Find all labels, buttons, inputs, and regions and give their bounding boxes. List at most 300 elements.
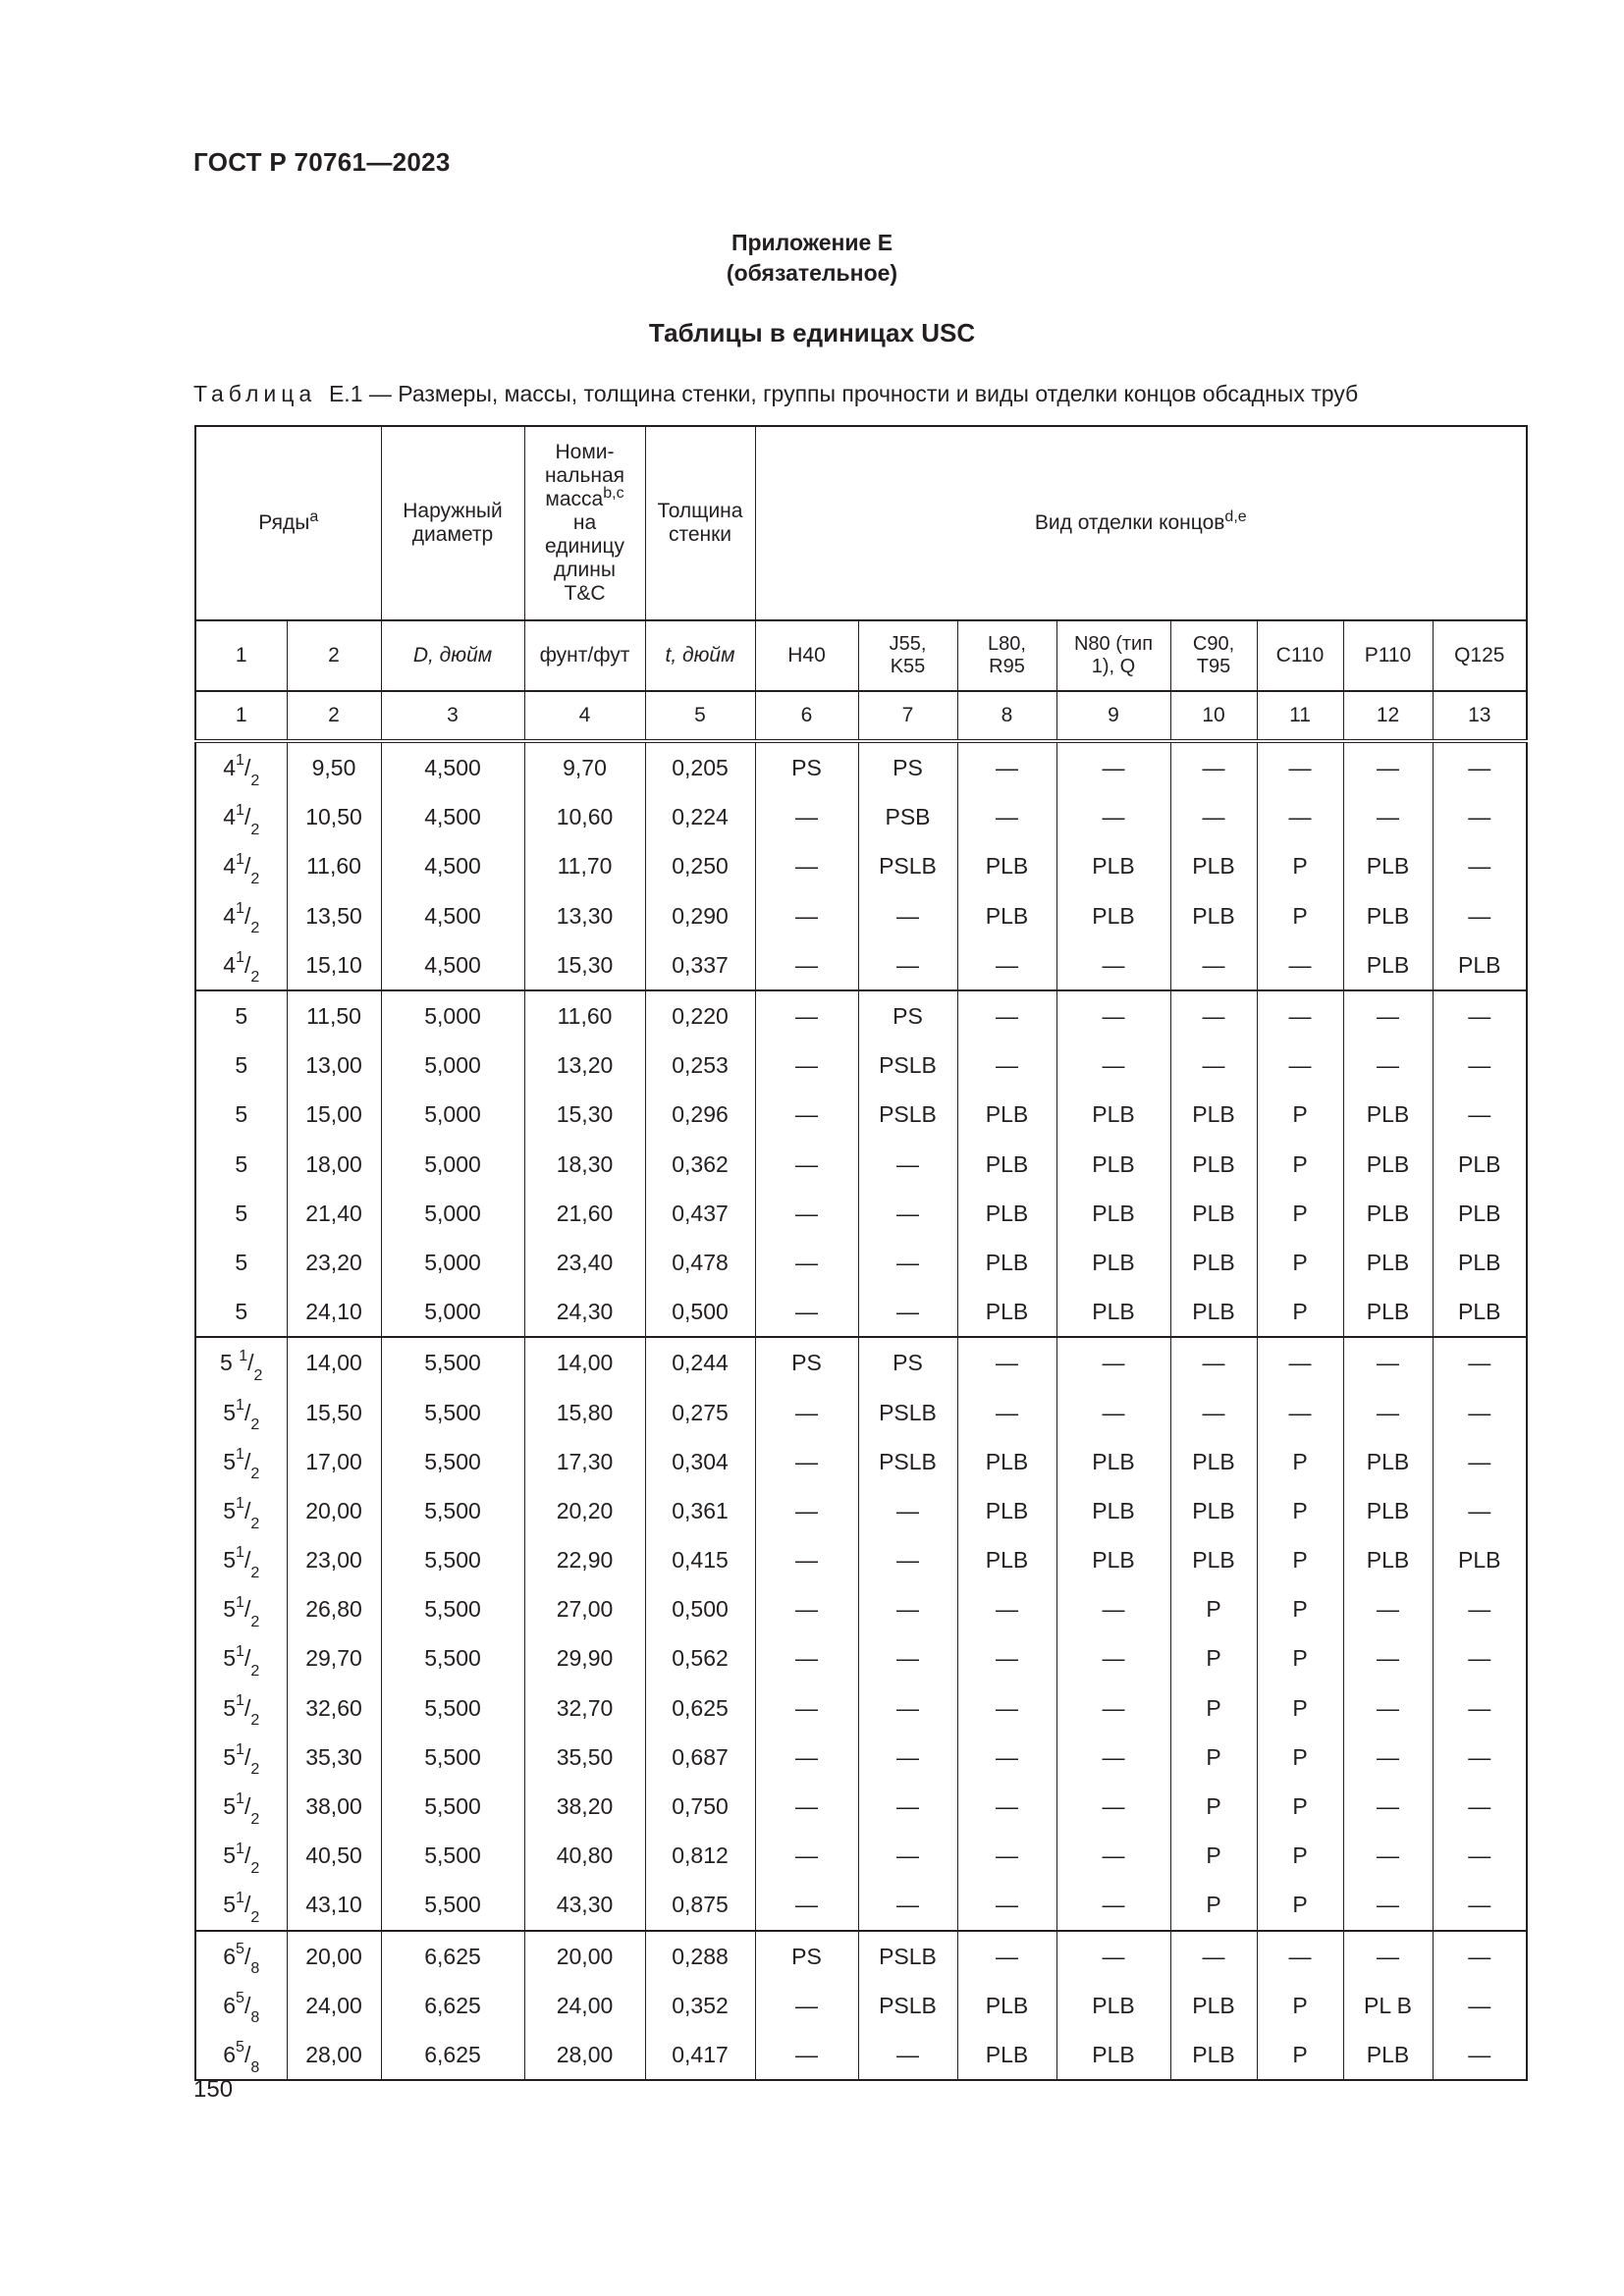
series-2-cell: 35,30 bbox=[287, 1733, 381, 1782]
end-finish-cell: — bbox=[1433, 1437, 1527, 1486]
end-finish-cell: — bbox=[1056, 990, 1170, 1041]
end-finish-cell: PLB bbox=[1170, 841, 1257, 890]
end-finish-cell: — bbox=[957, 741, 1056, 792]
table-row bbox=[195, 1090, 1527, 1139]
end-finish-cell: — bbox=[1056, 940, 1170, 990]
series-1-cell: 5 bbox=[195, 1189, 287, 1238]
end-finish-cell: PL B bbox=[1343, 1981, 1433, 2030]
end-finish-cell: — bbox=[1433, 1733, 1527, 1782]
end-finish-cell: — bbox=[1433, 1981, 1527, 2030]
end-finish-cell: — bbox=[957, 1633, 1056, 1682]
end-finish-cell: — bbox=[858, 2030, 957, 2080]
series-1-cell: $5^1/_2$ bbox=[195, 1584, 287, 1633]
table-row bbox=[195, 1831, 1527, 1880]
end-finish-cell: — bbox=[1343, 990, 1433, 1041]
end-finish-cell: — bbox=[755, 891, 858, 940]
end-finish-cell: PSLB bbox=[858, 1437, 957, 1486]
end-finish-cell: PLB bbox=[1056, 1535, 1170, 1584]
end-finish-cell: PLB bbox=[1343, 1090, 1433, 1139]
end-finish-cell: PS bbox=[858, 990, 957, 1041]
end-finish-cell: P bbox=[1257, 1140, 1343, 1189]
end-finish-cell: — bbox=[755, 1140, 858, 1189]
table-row bbox=[195, 1287, 1527, 1337]
table-row bbox=[195, 891, 1527, 940]
end-finish-cell: — bbox=[755, 1633, 858, 1682]
nominal-mass-cell: 11,70 bbox=[524, 841, 645, 890]
end-finish-cell: PSLB bbox=[858, 1931, 957, 1981]
column-number-cell: 12 bbox=[1343, 691, 1433, 741]
outer-diameter-cell: 5,500 bbox=[381, 1535, 524, 1584]
end-finish-cell: PLB bbox=[1433, 940, 1527, 990]
table-body bbox=[195, 741, 1527, 2080]
end-finish-cell: — bbox=[957, 792, 1056, 841]
outer-diameter-cell: 5,500 bbox=[381, 1683, 524, 1733]
end-finish-cell: PLB bbox=[1056, 841, 1170, 890]
end-finish-cell: — bbox=[858, 1287, 957, 1337]
casing-table bbox=[194, 425, 1528, 2081]
outer-diameter-cell: 4,500 bbox=[381, 741, 524, 792]
outer-diameter-cell: 6,625 bbox=[381, 1931, 524, 1981]
series-2-cell: 14,00 bbox=[287, 1337, 381, 1387]
end-finish-cell: — bbox=[1056, 1831, 1170, 1880]
end-finish-cell: PLB bbox=[1056, 1090, 1170, 1139]
end-finish-cell: PLB bbox=[957, 1189, 1056, 1238]
wall-thickness-cell: 0,290 bbox=[645, 891, 755, 940]
series-1-cell: $5^1/_2$ bbox=[195, 1486, 287, 1535]
end-finish-cell: P bbox=[1170, 1733, 1257, 1782]
end-finish-cell: P bbox=[1257, 1880, 1343, 1930]
series-1-cell: $6^5/_8$ bbox=[195, 1981, 287, 2030]
end-finish-cell: PLB bbox=[1170, 1486, 1257, 1535]
column-number-cell: 8 bbox=[957, 691, 1056, 741]
wall-thickness-cell: 0,362 bbox=[645, 1140, 755, 1189]
outer-diameter-cell: 4,500 bbox=[381, 841, 524, 890]
end-finish-cell: PLB bbox=[1433, 1287, 1527, 1337]
end-finish-cell: PLB bbox=[1433, 1189, 1527, 1238]
outer-diameter-cell: 5,000 bbox=[381, 990, 524, 1041]
end-finish-cell: P bbox=[1257, 1287, 1343, 1337]
series-2-cell: 20,00 bbox=[287, 1486, 381, 1535]
header-grade-0: H40 bbox=[755, 620, 858, 691]
end-finish-cell: — bbox=[1343, 1041, 1433, 1090]
header-row-titles bbox=[195, 426, 1527, 620]
end-finish-cell: PLB bbox=[1433, 1238, 1527, 1287]
nominal-mass-cell: 9,70 bbox=[524, 741, 645, 792]
end-finish-cell: — bbox=[858, 1140, 957, 1189]
series-1-cell: 5 bbox=[195, 1238, 287, 1287]
table-row bbox=[195, 1683, 1527, 1733]
series-2-cell: 32,60 bbox=[287, 1683, 381, 1733]
end-finish-cell: — bbox=[1343, 1633, 1433, 1682]
end-finish-cell: — bbox=[858, 1486, 957, 1535]
nominal-mass-cell: 35,50 bbox=[524, 1733, 645, 1782]
series-2-cell: 24,10 bbox=[287, 1287, 381, 1337]
end-finish-cell: PLB bbox=[1056, 1140, 1170, 1189]
wall-thickness-cell: 0,288 bbox=[645, 1931, 755, 1981]
end-finish-cell: PLB bbox=[957, 1140, 1056, 1189]
end-finish-cell: — bbox=[755, 1238, 858, 1287]
outer-diameter-cell: 5,000 bbox=[381, 1090, 524, 1139]
series-1-cell: $5^1/_2$ bbox=[195, 1683, 287, 1733]
column-number-cell: 11 bbox=[1257, 691, 1343, 741]
end-finish-cell: P bbox=[1257, 1733, 1343, 1782]
end-finish-cell: — bbox=[858, 940, 957, 990]
end-finish-cell: PLB bbox=[1343, 940, 1433, 990]
outer-diameter-cell: 6,625 bbox=[381, 2030, 524, 2080]
end-finish-cell: PLB bbox=[1170, 1090, 1257, 1139]
nominal-mass-cell: 15,80 bbox=[524, 1387, 645, 1436]
series-1-cell: $5^1/_2$ bbox=[195, 1831, 287, 1880]
end-finish-cell: — bbox=[1433, 1633, 1527, 1682]
end-finish-cell: — bbox=[755, 1387, 858, 1436]
end-finish-cell: — bbox=[755, 1584, 858, 1633]
series-1-cell: $6^5/_8$ bbox=[195, 1931, 287, 1981]
column-number-cell: 5 bbox=[645, 691, 755, 741]
header-end-finish: Вид отделки концов$^{d,e}$ bbox=[755, 426, 1527, 620]
wall-thickness-cell: 0,478 bbox=[645, 1238, 755, 1287]
wall-thickness-cell: 0,687 bbox=[645, 1733, 755, 1782]
nominal-mass-cell: 21,60 bbox=[524, 1189, 645, 1238]
end-finish-cell: — bbox=[755, 1782, 858, 1831]
end-finish-cell: — bbox=[1056, 1782, 1170, 1831]
wall-thickness-cell: 0,244 bbox=[645, 1337, 755, 1387]
end-finish-cell: PLB bbox=[1343, 841, 1433, 890]
end-finish-cell: — bbox=[1257, 1387, 1343, 1436]
end-finish-cell: — bbox=[858, 1189, 957, 1238]
series-1-cell: $5^1/_2$ bbox=[195, 1535, 287, 1584]
outer-diameter-cell: 5,000 bbox=[381, 1041, 524, 1090]
end-finish-cell: P bbox=[1257, 1189, 1343, 1238]
nominal-mass-cell: 22,90 bbox=[524, 1535, 645, 1584]
end-finish-cell: — bbox=[755, 1090, 858, 1139]
table-row bbox=[195, 1535, 1527, 1584]
series-1-cell: $5^1/_2$ bbox=[195, 1782, 287, 1831]
series-2-cell: 20,00 bbox=[287, 1931, 381, 1981]
end-finish-cell: PS bbox=[858, 1337, 957, 1387]
header-grade-4: C90, T95 bbox=[1170, 620, 1257, 691]
column-number-cell: 1 bbox=[195, 691, 287, 741]
nominal-mass-cell: 10,60 bbox=[524, 792, 645, 841]
end-finish-cell: P bbox=[1170, 1831, 1257, 1880]
outer-diameter-cell: 5,500 bbox=[381, 1633, 524, 1682]
end-finish-cell: P bbox=[1257, 1090, 1343, 1139]
end-finish-cell: — bbox=[1056, 1683, 1170, 1733]
table-row bbox=[195, 1733, 1527, 1782]
end-finish-cell: — bbox=[1056, 1633, 1170, 1682]
end-finish-cell: P bbox=[1257, 891, 1343, 940]
end-finish-cell: — bbox=[755, 1683, 858, 1733]
series-2-cell: 15,00 bbox=[287, 1090, 381, 1139]
end-finish-cell: — bbox=[1170, 1387, 1257, 1436]
page-number: 150 bbox=[193, 2076, 234, 2103]
end-finish-cell: — bbox=[755, 1880, 858, 1930]
end-finish-cell: — bbox=[755, 1437, 858, 1486]
table-row bbox=[195, 1584, 1527, 1633]
header-grade-7: Q125 bbox=[1433, 620, 1527, 691]
end-finish-cell: — bbox=[858, 1584, 957, 1633]
nominal-mass-cell: 28,00 bbox=[524, 2030, 645, 2080]
end-finish-cell: — bbox=[1433, 1931, 1527, 1981]
table-row bbox=[195, 1880, 1527, 1930]
end-finish-cell: — bbox=[957, 1041, 1056, 1090]
end-finish-cell: — bbox=[858, 891, 957, 940]
nominal-mass-cell: 15,30 bbox=[524, 1090, 645, 1139]
table-row bbox=[195, 1337, 1527, 1387]
table-row bbox=[195, 2030, 1527, 2080]
end-finish-cell: — bbox=[1433, 792, 1527, 841]
end-finish-cell: — bbox=[1056, 1387, 1170, 1436]
series-2-cell: 24,00 bbox=[287, 1981, 381, 2030]
end-finish-cell: PLB bbox=[1170, 1535, 1257, 1584]
header-grade-5: C110 bbox=[1257, 620, 1343, 691]
series-2-cell: 17,00 bbox=[287, 1437, 381, 1486]
series-1-cell: $5^1/_2$ bbox=[195, 1437, 287, 1486]
nominal-mass-cell: 20,00 bbox=[524, 1931, 645, 1981]
end-finish-cell: — bbox=[1343, 1584, 1433, 1633]
end-finish-cell: — bbox=[1257, 741, 1343, 792]
table-row bbox=[195, 792, 1527, 841]
table-row bbox=[195, 1981, 1527, 2030]
wall-thickness-cell: 0,361 bbox=[645, 1486, 755, 1535]
header-unit-c4: фунт/фут bbox=[524, 620, 645, 691]
outer-diameter-cell: 4,500 bbox=[381, 792, 524, 841]
end-finish-cell: PLB bbox=[1170, 891, 1257, 940]
end-finish-cell: — bbox=[755, 990, 858, 1041]
end-finish-cell: — bbox=[1257, 792, 1343, 841]
end-finish-cell: PS bbox=[755, 1337, 858, 1387]
end-finish-cell: — bbox=[1170, 741, 1257, 792]
wall-thickness-cell: 0,437 bbox=[645, 1189, 755, 1238]
header-outer-diameter: Наружный диаметр bbox=[381, 426, 524, 620]
end-finish-cell: — bbox=[1433, 1831, 1527, 1880]
end-finish-cell: — bbox=[1433, 1387, 1527, 1436]
end-finish-cell: — bbox=[858, 1238, 957, 1287]
wall-thickness-cell: 0,296 bbox=[645, 1090, 755, 1139]
outer-diameter-cell: 5,000 bbox=[381, 1287, 524, 1337]
table-row bbox=[195, 1782, 1527, 1831]
end-finish-cell: — bbox=[1257, 1337, 1343, 1387]
end-finish-cell: PLB bbox=[1056, 1486, 1170, 1535]
end-finish-cell: — bbox=[858, 1535, 957, 1584]
outer-diameter-cell: 4,500 bbox=[381, 940, 524, 990]
end-finish-cell: — bbox=[1433, 841, 1527, 890]
end-finish-cell: PLB bbox=[1343, 891, 1433, 940]
nominal-mass-cell: 29,90 bbox=[524, 1633, 645, 1682]
end-finish-cell: — bbox=[1170, 792, 1257, 841]
end-finish-cell: — bbox=[755, 1041, 858, 1090]
series-1-cell: $5^1/_2$ bbox=[195, 1880, 287, 1930]
end-finish-cell: PLB bbox=[1170, 1140, 1257, 1189]
end-finish-cell: — bbox=[1170, 1337, 1257, 1387]
nominal-mass-cell: 24,30 bbox=[524, 1287, 645, 1337]
nominal-mass-cell: 43,30 bbox=[524, 1880, 645, 1930]
series-2-cell: 15,10 bbox=[287, 940, 381, 990]
end-finish-cell: PSB bbox=[858, 792, 957, 841]
column-number-cell: 3 bbox=[381, 691, 524, 741]
series-2-cell: 10,50 bbox=[287, 792, 381, 841]
end-finish-cell: — bbox=[1433, 1041, 1527, 1090]
series-1-cell: 5 bbox=[195, 1041, 287, 1090]
end-finish-cell: — bbox=[957, 1880, 1056, 1930]
end-finish-cell: PS bbox=[755, 741, 858, 792]
end-finish-cell: PLB bbox=[957, 1535, 1056, 1584]
column-number-cell: 4 bbox=[524, 691, 645, 741]
wall-thickness-cell: 0,812 bbox=[645, 1831, 755, 1880]
end-finish-cell: — bbox=[957, 990, 1056, 1041]
series-1-cell: 5 bbox=[195, 1287, 287, 1337]
outer-diameter-cell: 4,500 bbox=[381, 891, 524, 940]
end-finish-cell: — bbox=[957, 1683, 1056, 1733]
header-wall-thickness: Толщина стенки bbox=[645, 426, 755, 620]
end-finish-cell: — bbox=[957, 1387, 1056, 1436]
end-finish-cell: PLB bbox=[1056, 2030, 1170, 2080]
end-finish-cell: P bbox=[1170, 1683, 1257, 1733]
end-finish-cell: — bbox=[755, 841, 858, 890]
series-2-cell: 23,20 bbox=[287, 1238, 381, 1287]
end-finish-cell: P bbox=[1257, 1238, 1343, 1287]
series-2-cell: 13,00 bbox=[287, 1041, 381, 1090]
wall-thickness-cell: 0,224 bbox=[645, 792, 755, 841]
end-finish-cell: — bbox=[1433, 1683, 1527, 1733]
wall-thickness-cell: 0,750 bbox=[645, 1782, 755, 1831]
end-finish-cell: — bbox=[1056, 1584, 1170, 1633]
table-row bbox=[195, 1387, 1527, 1436]
end-finish-cell: — bbox=[1433, 741, 1527, 792]
end-finish-cell: — bbox=[1056, 1880, 1170, 1930]
document-code: ГОСТ Р 70761—2023 bbox=[193, 147, 451, 177]
series-1-cell: $5^1/_2$ bbox=[195, 1633, 287, 1682]
nominal-mass-cell: 27,00 bbox=[524, 1584, 645, 1633]
end-finish-cell: — bbox=[858, 1733, 957, 1782]
nominal-mass-cell: 23,40 bbox=[524, 1238, 645, 1287]
series-1-cell: $5^1/_2$ bbox=[195, 1387, 287, 1436]
table-row bbox=[195, 1437, 1527, 1486]
end-finish-cell: PLB bbox=[1343, 1535, 1433, 1584]
end-finish-cell: — bbox=[1433, 891, 1527, 940]
wall-thickness-cell: 0,415 bbox=[645, 1535, 755, 1584]
nominal-mass-cell: 40,80 bbox=[524, 1831, 645, 1880]
wall-thickness-cell: 0,337 bbox=[645, 940, 755, 990]
end-finish-cell: — bbox=[1056, 1733, 1170, 1782]
end-finish-cell: — bbox=[755, 1189, 858, 1238]
header-unit-c3: D, дюйм bbox=[381, 620, 524, 691]
column-number-cell: 7 bbox=[858, 691, 957, 741]
wall-thickness-cell: 0,304 bbox=[645, 1437, 755, 1486]
table-row bbox=[195, 841, 1527, 890]
outer-diameter-cell: 5,500 bbox=[381, 1831, 524, 1880]
end-finish-cell: PLB bbox=[1056, 891, 1170, 940]
end-finish-cell: P bbox=[1257, 2030, 1343, 2080]
header-grade-2: L80, R95 bbox=[957, 620, 1056, 691]
outer-diameter-cell: 5,000 bbox=[381, 1238, 524, 1287]
appendix-heading bbox=[0, 228, 1624, 289]
column-number-cell: 9 bbox=[1056, 691, 1170, 741]
series-2-cell: 38,00 bbox=[287, 1782, 381, 1831]
table-row bbox=[195, 1189, 1527, 1238]
end-finish-cell: PS bbox=[858, 741, 957, 792]
nominal-mass-cell: 11,60 bbox=[524, 990, 645, 1041]
end-finish-cell: P bbox=[1170, 1584, 1257, 1633]
end-finish-cell: PLB bbox=[1170, 2030, 1257, 2080]
series-1-cell: $4^1/_2$ bbox=[195, 891, 287, 940]
series-1-cell: 5 bbox=[195, 1140, 287, 1189]
end-finish-cell: — bbox=[755, 1831, 858, 1880]
header-row-column-numbers bbox=[195, 691, 1527, 741]
end-finish-cell: PLB bbox=[957, 1287, 1056, 1337]
table-row bbox=[195, 1041, 1527, 1090]
end-finish-cell: — bbox=[755, 1287, 858, 1337]
header-grade-3: N80 (тип 1), Q bbox=[1056, 620, 1170, 691]
end-finish-cell: P bbox=[1170, 1782, 1257, 1831]
outer-diameter-cell: 5,500 bbox=[381, 1437, 524, 1486]
end-finish-cell: — bbox=[755, 1733, 858, 1782]
outer-diameter-cell: 5,500 bbox=[381, 1584, 524, 1633]
header-row-units bbox=[195, 620, 1527, 691]
series-2-cell: 13,50 bbox=[287, 891, 381, 940]
end-finish-cell: — bbox=[1257, 990, 1343, 1041]
end-finish-cell: P bbox=[1257, 1831, 1343, 1880]
end-finish-cell: — bbox=[1433, 1782, 1527, 1831]
end-finish-cell: PSLB bbox=[858, 1387, 957, 1436]
end-finish-cell: PLB bbox=[1056, 1238, 1170, 1287]
column-number-cell: 10 bbox=[1170, 691, 1257, 741]
end-finish-cell: — bbox=[1433, 1486, 1527, 1535]
outer-diameter-cell: 5,500 bbox=[381, 1782, 524, 1831]
outer-diameter-cell: 5,500 bbox=[381, 1387, 524, 1436]
series-2-cell: 26,80 bbox=[287, 1584, 381, 1633]
outer-diameter-cell: 5,500 bbox=[381, 1337, 524, 1387]
end-finish-cell: — bbox=[755, 1535, 858, 1584]
end-finish-cell: — bbox=[1056, 1931, 1170, 1981]
end-finish-cell: — bbox=[957, 1931, 1056, 1981]
appendix-status: (обязательное) bbox=[726, 260, 898, 286]
appendix-label: Приложение Е bbox=[731, 230, 893, 255]
end-finish-cell: — bbox=[858, 1782, 957, 1831]
series-2-cell: 9,50 bbox=[287, 741, 381, 792]
wall-thickness-cell: 0,625 bbox=[645, 1683, 755, 1733]
table-row bbox=[195, 1486, 1527, 1535]
end-finish-cell: — bbox=[1343, 792, 1433, 841]
table-caption-number: Е.1 bbox=[328, 381, 363, 406]
end-finish-cell: P bbox=[1257, 1486, 1343, 1535]
end-finish-cell: — bbox=[957, 1733, 1056, 1782]
series-2-cell: 15,50 bbox=[287, 1387, 381, 1436]
nominal-mass-cell: 38,20 bbox=[524, 1782, 645, 1831]
series-2-cell: 29,70 bbox=[287, 1633, 381, 1682]
end-finish-cell: PLB bbox=[1170, 1189, 1257, 1238]
table-caption-text: — Размеры, массы, толщина стенки, группы прочности и виды отделки концов обсадных труб bbox=[362, 381, 1359, 406]
end-finish-cell: — bbox=[1343, 1387, 1433, 1436]
header-unit-c5: t, дюйм bbox=[645, 620, 755, 691]
series-2-cell: 11,60 bbox=[287, 841, 381, 890]
end-finish-cell: — bbox=[858, 1880, 957, 1930]
wall-thickness-cell: 0,417 bbox=[645, 2030, 755, 2080]
end-finish-cell: PLB bbox=[1343, 1437, 1433, 1486]
end-finish-cell: — bbox=[755, 2030, 858, 2080]
end-finish-cell: PLB bbox=[957, 841, 1056, 890]
nominal-mass-cell: 24,00 bbox=[524, 1981, 645, 2030]
end-finish-cell: — bbox=[957, 1831, 1056, 1880]
header-series: Ряды$^a$ bbox=[195, 426, 381, 620]
series-1-cell: $4^1/_2$ bbox=[195, 792, 287, 841]
wall-thickness-cell: 0,275 bbox=[645, 1387, 755, 1436]
end-finish-cell: — bbox=[957, 1584, 1056, 1633]
nominal-mass-cell: 14,00 bbox=[524, 1337, 645, 1387]
end-finish-cell: PLB bbox=[1056, 1981, 1170, 2030]
end-finish-cell: PLB bbox=[1343, 1189, 1433, 1238]
end-finish-cell: PLB bbox=[957, 2030, 1056, 2080]
end-finish-cell: PLB bbox=[957, 891, 1056, 940]
